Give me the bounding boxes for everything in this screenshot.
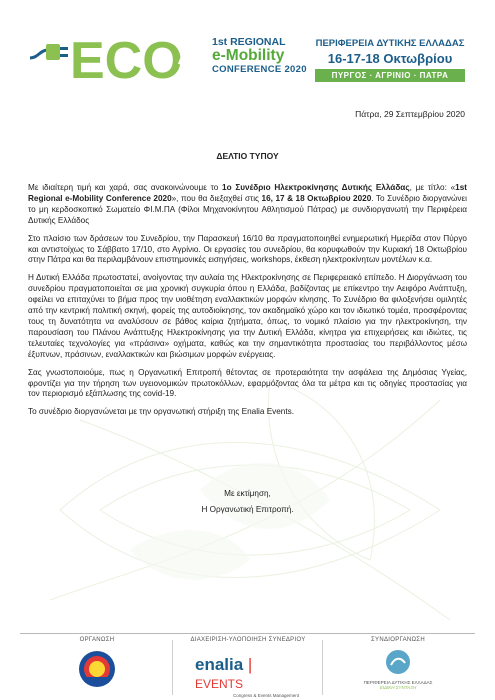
plug-icon bbox=[46, 44, 60, 60]
organizer-emblem-icon bbox=[77, 649, 117, 689]
region-emblem-icon bbox=[385, 649, 411, 675]
enalia-logo: enalia | EVENTS Congress & Events Management bbox=[195, 655, 305, 685]
paragraph-1: Με ιδιαίτερη τιμή και χαρά, σας ανακοινώνουμε το 1ο Συνέδριο Ηλεκτροκίνησης Δυτικής Ελλάδας, με τίτλο: «1st Regional e-Mobility Conference 2020», που θα διεξαχθεί στις 16, 17 & 18 Οκτωβρίου 2020. Το Συνέδριο διοργανώνει το μη κερδοσκοπικό Σωματείο ΦΙ.Μ.ΠΑ (Φίλοι Μηχανοκίνητου Αθλητισμού Πάτρας) με συνδιοργανωτή την Περιφέρεια Δυτικής Ελλάδος bbox=[28, 183, 468, 225]
paragraph-4: Σας γνωστοποιούμε, πως η Οργανωτική Επιτροπή θέτοντας σε προτεραιότητα την ασφάλεια της Δημόσιας Υγείας, φροντίζει για την τήρηση των υγειονομικών πρωτοκόλλων, εφαρμόζοντας όλα τα μέτρα και τις οδηγίες προστασίας για τον περιορισμό εξάπλωσης της covid-19. bbox=[28, 367, 467, 399]
document-title: ΔΕΛΤΙΟ ΤΥΠΟΥ bbox=[216, 151, 279, 161]
region-logo-sub: ΕΙΔΙΚΗ ΣΥΝΤΑΞΗ bbox=[379, 685, 417, 690]
plug-cable-icon bbox=[30, 50, 48, 58]
signature-committee: Η Οργανωτική Επιτροπή. bbox=[201, 505, 294, 514]
eco-logo bbox=[30, 28, 210, 88]
coorganizer-label: ΣΥΝΔΙΟΡΓΑΝΩΣΗ bbox=[371, 637, 425, 643]
eco-logo-text: ECO bbox=[70, 32, 183, 88]
footer-divider bbox=[20, 633, 475, 634]
conf-line2: e-Mobility bbox=[212, 47, 285, 64]
conf-line3: CONFERENCE 2020 bbox=[212, 64, 307, 75]
enalia-events: EVENTS bbox=[195, 677, 244, 691]
region-name: ΠΕΡΙΦΕΡΕΙΑ ΔΥΤΙΚΗΣ ΕΛΛΑΔΑΣ bbox=[315, 38, 465, 49]
paragraph-2: Στο πλαίσιο των δράσεων του Συνεδρίου, την Παρασκευή 16/10 θα πραγματοποιηθεί ενημερωτική Ημερίδα στον Πύργο και αντιστοίχως το Σάββατο 17/10, στο Αγρίνιο. Οι εργασίες του συνεδρίου, θα κορυφωθούν την Κυριακή 18 Οκτωβρίου στην Πάτρα και θα περιλαμβάνουν επιστημονικές εισηγήσεις, workshops, έκθεση ηλεκτροκίνητων μοντέλων κ.α. bbox=[28, 233, 467, 265]
conf-line1: 1st REGIONAL bbox=[212, 36, 286, 48]
organizer-label: ΟΡΓΑΝΩΣΗ bbox=[79, 637, 115, 643]
press-release-body bbox=[28, 183, 467, 425]
region-block bbox=[315, 38, 465, 82]
signature-closing: Με εκτίμηση, bbox=[224, 489, 271, 498]
management-label: ΔΙΑΧΕΙΡΙΣΗ-ΥΛΟΠΟΙΗΣΗ ΣΥΝΕΔΡΙΟΥ bbox=[190, 637, 306, 643]
footer-separator-1 bbox=[172, 640, 173, 695]
region-logo-text: ΠΕΡΙΦΕΡΕΙΑ ΔΥΤΙΚΗΣ ΕΛΛΑΔΑΣ bbox=[363, 680, 433, 685]
footer-organizer bbox=[22, 637, 172, 694]
enalia-tagline: Congress & Events Management bbox=[233, 693, 300, 698]
event-cities: ΠΥΡΓΟΣ · ΑΓΡΙΝΙΟ · ΠΑΤΡΑ bbox=[315, 69, 465, 82]
footer-management bbox=[173, 637, 323, 643]
event-dates: 16-17-18 Οκτωβρίου bbox=[327, 51, 453, 66]
paragraph-3: Η Δυτική Ελλάδα πρωτοστατεί, ανοίγοντας την αυλαία της Ηλεκτροκίνησης σε Περιφερειακό επίπεδο. Η Διοργάνωση του συνεδρίου πραγματοποιείται σε μια χρονική συγκυρία όπου η Ελλάδα, βαδίζοντας με επίκεντρο την Αειφόρο Ανάπτυξη, οφείλει να επιταχύνει το βήμα προς την υιοθέτηση εναλλακτικών μορφών κίνησης. Το Συνέδριο θα φιλοξενήσει ομιλητές από την κεντρική πολιτική σκηνή, φορείς της αυτοδιοίκησης, τον ακαδημαϊκό χώρο και τον ιδιωτικό τομέα, προσφέροντας τους τη δυνατότητα να αναλύσουν σε βάθος καίρια ζητήματα, όπως, το νομικό πλαίσιο για την ηλεκτροκίνηση, την παρουσίαση του Πλάνου Ανάπτυξης Ηλεκτροκίνησης για την Δυτική Ελλάδα, κίνητρα για επιχειρήσεις και ιδιώτες, τις τελευταίες τεχνολογίες για «πράσινα» οχήματα, καθώς και την σημαντικότητα προστασίας του περιβάλλοντος μέσω έξυπνων, πράσινων, εναλλακτικών και βιώσιμων μορφών ενέργειας. bbox=[28, 273, 467, 359]
enalia-name: enalia bbox=[195, 655, 244, 674]
conference-name bbox=[212, 36, 312, 76]
footer-coorganizer bbox=[323, 637, 473, 690]
document-date: Πάτρα, 29 Σεπτεμβρίου 2020 bbox=[355, 109, 465, 119]
paragraph-5: Το συνέδριο διοργανώνεται με την οργανωτική στήριξη της Enalia Events. bbox=[28, 407, 294, 417]
